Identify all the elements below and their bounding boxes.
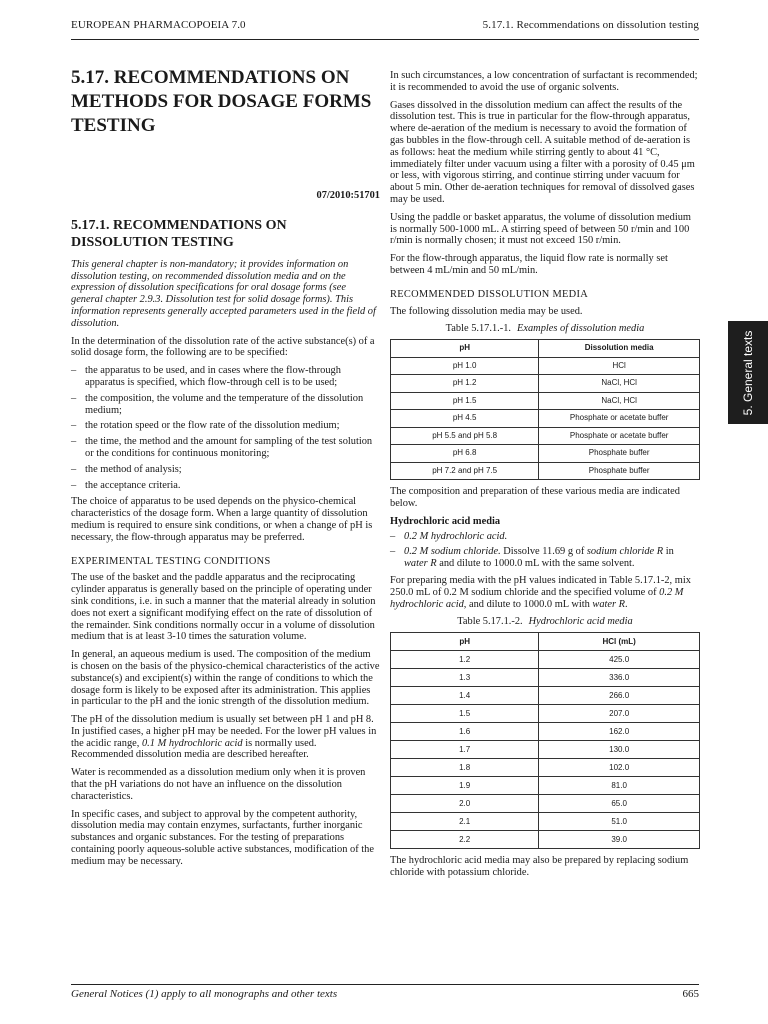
- running-footer: [71, 984, 699, 1003]
- list-item: – the composition, the volume and the temperature of the dissolution medium;: [71, 393, 380, 417]
- column-header: Dissolution media: [539, 340, 700, 358]
- paragraph: The hydrochloric acid media may also be prepared by replacing sodium chloride with potassium chloride.: [390, 855, 689, 878]
- subheading: Hydrochloric acid media: [390, 515, 501, 527]
- table-cell: 51.0: [539, 813, 700, 831]
- table-row: [391, 445, 700, 463]
- table-title: Examples of dissolution media: [517, 323, 645, 335]
- list-item: – the rotation speed or the flow rate of the dissolution medium;: [71, 420, 380, 432]
- table-cell: 162.0: [539, 723, 700, 741]
- monograph-reference: 07/2010:51701: [316, 190, 380, 201]
- hydrochloric-acid-media-table: [390, 632, 700, 849]
- table-row: [391, 669, 700, 687]
- list-item: – the acceptance criteria.: [71, 480, 380, 492]
- table-cell: HCl: [539, 357, 700, 375]
- table-cell: 2.0: [391, 795, 539, 813]
- table-cell: 130.0: [539, 741, 700, 759]
- table-cell: 65.0: [539, 795, 700, 813]
- reagent-list: [390, 531, 700, 570]
- table-row: [391, 831, 700, 849]
- table-cell: 2.1: [391, 813, 539, 831]
- table-row: [391, 795, 700, 813]
- specification-list: [71, 365, 380, 491]
- table-cell: 1.3: [391, 669, 539, 687]
- header-section: 5.17.1. Recommendations on dissolution testing: [482, 19, 699, 31]
- table-cell: 1.9: [391, 777, 539, 795]
- paragraph: Water is recommended as a dissolution medium only when it is proven that the pH variations do not have an influence on the dissolution characteristics.: [71, 767, 366, 802]
- table-cell: Phosphate or acetate buffer: [539, 427, 700, 445]
- table-body: [391, 357, 700, 480]
- paragraph: Using the paddle or basket apparatus, the volume of dissolution medium is normally 500-1000 mL. A stirring speed of between 50 r/min and 100 r/min is normally chosen; it must not exceed 150 r/min.: [390, 211, 691, 247]
- left-column: [71, 66, 380, 874]
- table-number: Table 5.17.1.-1.: [445, 323, 512, 335]
- table-row: [391, 813, 700, 831]
- table-cell: pH 1.5: [391, 392, 539, 410]
- subsection-heading: EXPERIMENTAL TESTING CONDITIONS: [71, 555, 271, 567]
- table-cell: pH 5.5 and pH 5.8: [391, 427, 539, 445]
- table-row: [391, 741, 700, 759]
- table-cell: 1.5: [391, 705, 539, 723]
- list-item: – 0.2 M sodium chloride. Dissolve 11.69 g of sodium chloride R in water R and dilute to 1000.0 mL with the same solvent.: [390, 546, 700, 570]
- paragraph: Gases dissolved in the dissolution medium can affect the results of the dissolution test. This is true in particular for the flow-through apparatus, where de-aeration of the medium is necessary to avoid the formation of gas bubbles in the flow-through cell. A suitable method of de-aeration is as follows: heat the medium while stirring gently to about 41 °C, immediately filter under vacuum using a filter with a porosity of 0.45 μm or less, with vigorous stirring, and continue stirring under vacuum for about 5 min. Other de-aeration techniques for removal of dissolved gases may be used.: [390, 99, 695, 205]
- column-header: pH: [391, 633, 539, 651]
- table-cell: Phosphate or acetate buffer: [539, 410, 700, 428]
- table-header-row: [391, 340, 700, 358]
- table-title: Hydrochloric acid media: [528, 616, 633, 628]
- table-row: [391, 462, 700, 480]
- paragraph: In specific cases, and subject to approval by the competent authority, dissolution media may contain enzymes, surfactants, further inorganic substances and organic substances. For the testing of preparations containing poorly aqueous-soluble active substances, modification of the medium may be necessary.: [71, 808, 374, 867]
- footer-note: General Notices (1) apply to all monographs and other texts: [71, 988, 338, 1000]
- dissolution-media-table: [390, 339, 700, 480]
- table-row: [391, 427, 700, 445]
- running-header: [71, 17, 699, 40]
- table-cell: pH 1.0: [391, 357, 539, 375]
- table-cell: 207.0: [539, 705, 700, 723]
- table-cell: 1.7: [391, 741, 539, 759]
- subsection-heading: RECOMMENDED DISSOLUTION MEDIA: [390, 288, 589, 300]
- table-cell: 336.0: [539, 669, 700, 687]
- table-row: [391, 410, 700, 428]
- paragraph: The choice of apparatus to be used depends on the physico-chemical characteristics of the dosage form. When a large quantity of dissolution medium is required to ensure sink conditions, or when a change of pH is necessary, the flow-through apparatus may be preferred.: [71, 496, 373, 543]
- paragraph: The use of the basket and the paddle apparatus and the reciprocating cylinder apparatus is generally based on the principle of operating under sink conditions, i.e. in such a manner that the material already in solution does not exert a significant modifying effect on the rate of dissolution of the remainder. Sink conditions normally occur in a volume of dissolution medium that is at least 3-10 times the saturation volume.: [71, 572, 376, 643]
- table-cell: 1.6: [391, 723, 539, 741]
- table-header-row: [391, 633, 700, 651]
- table-cell: Phosphate buffer: [539, 462, 700, 480]
- table-cell: pH 1.2: [391, 375, 539, 393]
- table-cell: NaCl, HCl: [539, 392, 700, 410]
- table-row: [391, 777, 700, 795]
- table-cell: 1.4: [391, 687, 539, 705]
- table-row: [391, 759, 700, 777]
- table-cell: 2.2: [391, 831, 539, 849]
- table-cell: NaCl, HCl: [539, 375, 700, 393]
- table-cell: 81.0: [539, 777, 700, 795]
- table-row: [391, 375, 700, 393]
- column-header: pH: [391, 340, 539, 358]
- table-cell: 39.0: [539, 831, 700, 849]
- intro-paragraph: This general chapter is non-mandatory; it provides information on dissolution testing, on recommended dissolution media and on the expression of dissolution specifications for oral dosage forms (see general chapter 2.9.3. Dissolution test for solid dosage forms). This information represents generally accepted parameters used in the field of dissolution.: [71, 258, 376, 329]
- table-row: [391, 687, 700, 705]
- paragraph: The following dissolution media may be used.: [390, 305, 583, 317]
- table-cell: Phosphate buffer: [539, 445, 700, 463]
- section-title: 5.17.1. RECOMMENDATIONS ON DISSOLUTION TESTING: [71, 217, 287, 250]
- right-column: [390, 70, 700, 885]
- table-cell: pH 7.2 and pH 7.5: [391, 462, 539, 480]
- table-cell: 1.8: [391, 759, 539, 777]
- table-caption: [390, 616, 700, 628]
- paragraph: For preparing media with the pH values indicated in Table 5.17.1-2, mix 250.0 mL of 0.2 M sodium chloride and the specified volume of 0.2 M hydrochloric acid, and dilute to 1000.0 mL with water R.: [390, 574, 691, 610]
- table-body: [391, 651, 700, 849]
- table-row: [391, 651, 700, 669]
- paragraph: The pH of the dissolution medium is usually set between pH 1 and pH 8. In justified cases, a higher pH may be needed. For the lower pH values in the acidic range, 0.1 M hydrochloric acid is normally used. Recommended dissolution media are described hereafter.: [71, 714, 377, 761]
- paragraph: In general, an aqueous medium is used. The composition of the medium is chosen on the basis of the physico-chemical characteristics of the active substance(s) and excipient(s) within the range of conditions to which the dosage form is likely to be exposed after its administration. This applies in particular to the pH and the ionic strength of the dissolution medium.: [71, 649, 380, 708]
- table-row: [391, 357, 700, 375]
- header-publication: EUROPEAN PHARMACOPOEIA 7.0: [71, 19, 246, 31]
- paragraph: For the flow-through apparatus, the liquid flow rate is normally set between 4 mL/min and 50 mL/min.: [390, 253, 668, 276]
- side-section-tab: [728, 321, 768, 424]
- table-cell: 425.0: [539, 651, 700, 669]
- chapter-title: 5.17. RECOMMENDATIONS ON METHODS FOR DOSAGE FORMS TESTING: [71, 67, 372, 136]
- table-row: [391, 723, 700, 741]
- table-number: Table 5.17.1.-2.: [457, 616, 523, 628]
- side-tab-label: 5. General texts: [741, 330, 755, 415]
- table-row: [391, 392, 700, 410]
- list-item: – the time, the method and the amount for sampling of the test solution or the conditions for continuous monitoring;: [71, 436, 380, 460]
- list-item: – 0.2 M hydrochloric acid.: [390, 531, 700, 543]
- table-cell: 1.2: [391, 651, 539, 669]
- table-caption: [390, 323, 700, 335]
- page-number: 665: [682, 988, 699, 1000]
- paragraph: In such circumstances, a low concentration of surfactant is recommended; it is recommended to avoid the use of organic solvents.: [390, 70, 698, 93]
- list-item: – the apparatus to be used, and in cases where the flow-through apparatus is specified, which flow-through cell is to be used;: [71, 365, 380, 389]
- table-cell: pH 4.5: [391, 410, 539, 428]
- column-header: HCl (mL): [539, 633, 700, 651]
- paragraph: The composition and preparation of these various media are indicated below.: [390, 486, 680, 509]
- table-row: [391, 705, 700, 723]
- paragraph: In the determination of the dissolution rate of the active substance(s) of a solid dosage form, the following are to be specified:: [71, 335, 375, 359]
- table-cell: 266.0: [539, 687, 700, 705]
- table-cell: 102.0: [539, 759, 700, 777]
- list-item: – the method of analysis;: [71, 464, 380, 476]
- table-cell: pH 6.8: [391, 445, 539, 463]
